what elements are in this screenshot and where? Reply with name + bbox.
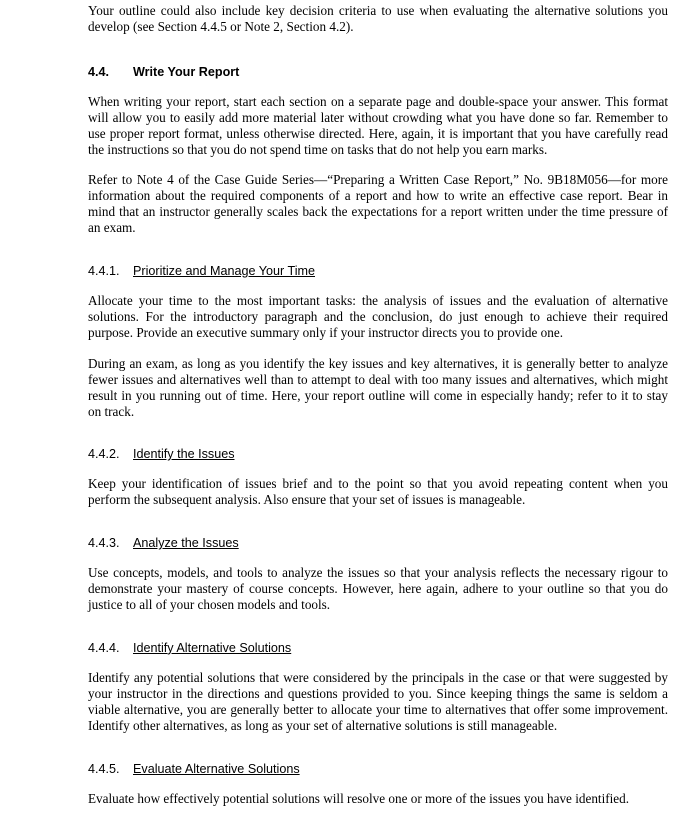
section-heading	[88, 64, 668, 80]
subsection-number: 4.4.5.	[88, 761, 120, 776]
subsection-paragraph: Allocate your time to the most important tasks: the analysis of issues and the evaluation of alternative solutions. For the introductory paragraph and the conclusion, do just enough to achieve their required purpose. Provide an executive summary only if your instructor directs you to provide one.	[88, 293, 668, 340]
subsection-number: 4.4.3.	[88, 536, 120, 551]
section-title: Write Your Report	[133, 64, 240, 79]
subsection-number: 4.4.1.	[88, 264, 120, 279]
subsection-number: 4.4.2.	[88, 447, 120, 462]
subsection-title: Evaluate Alternative Solutions	[133, 761, 300, 776]
subsection-number: 4.4.4.	[88, 640, 120, 655]
subsection-paragraph: Use concepts, models, and tools to analyze the issues so that your analysis reflects the necessary rigour to demonstrate your mastery of course concepts. However, here again, adhere to your outline so that you do justice to all of your chosen models and tools.	[88, 565, 668, 613]
subsection-paragraph: Identify any potential solutions that were considered by the principals in the case or that were suggested by your instructor in the directions and questions provided to you. Since keeping things the same is seldom a viable alternative, you are generally better to allocate your time to alternatives that offer some improvement. Identify other alternatives, as long as your set of alternative solutions is still manageable.	[88, 669, 668, 733]
subsection-paragraph: Evaluate how effectively potential solutions will resolve one or more of the issues you have identified.	[88, 790, 630, 806]
subsection-title: Analyze the Issues	[133, 536, 239, 551]
subsection-title: Prioritize and Manage Your Time	[133, 264, 316, 279]
subsection-paragraph: Keep your identification of issues brief and to the point so that you avoid repeating content when you perform the subsequent analysis. Also ensure that your set of issues is manageable.	[88, 476, 668, 508]
subsection-heading	[88, 535, 668, 551]
section-number: 4.4.	[88, 64, 110, 79]
subsection-heading	[88, 263, 668, 279]
subsection-title: Identify Alternative Solutions	[133, 640, 292, 655]
subsection-heading	[88, 446, 668, 462]
document-page	[88, 0, 668, 806]
section-paragraph: When writing your report, start each section on a separate page and double-space your answer. This format will allow you to easily add more material later without crowding what you have done so far. Remember to use proper report format, unless otherwise directed. Here, again, it is important that you have carefully read the instructions so that you do not spend time on tasks that do not help you earn marks.	[88, 93, 668, 157]
subsection-paragraph: During an exam, as long as you identify the key issues and key alternatives, it is generally better to analyze fewer issues and alternatives well than to attempt to deal with too many issues and alternatives, which might result in you running out of time. Here, your report outline will come in especially handy; refer to it to stay on track.	[88, 355, 668, 419]
subsection-heading	[88, 640, 668, 656]
subsection-heading	[88, 761, 668, 777]
subsection-title: Identify the Issues	[133, 447, 235, 462]
intro-paragraph: Your outline could also include key decision criteria to use when evaluating the alternative solutions you develop (see Section 4.4.5 or Note 2, Section 4.2).	[88, 3, 668, 34]
section-paragraph: Refer to Note 4 of the Case Guide Series—“Preparing a Written Case Report,” No. 9B18M056—for more information about the required components of a report and how to write an effective case report. Bear in mind that an instructor generally scales back the expectations for a report written under the time pressure of an exam.	[88, 172, 668, 236]
